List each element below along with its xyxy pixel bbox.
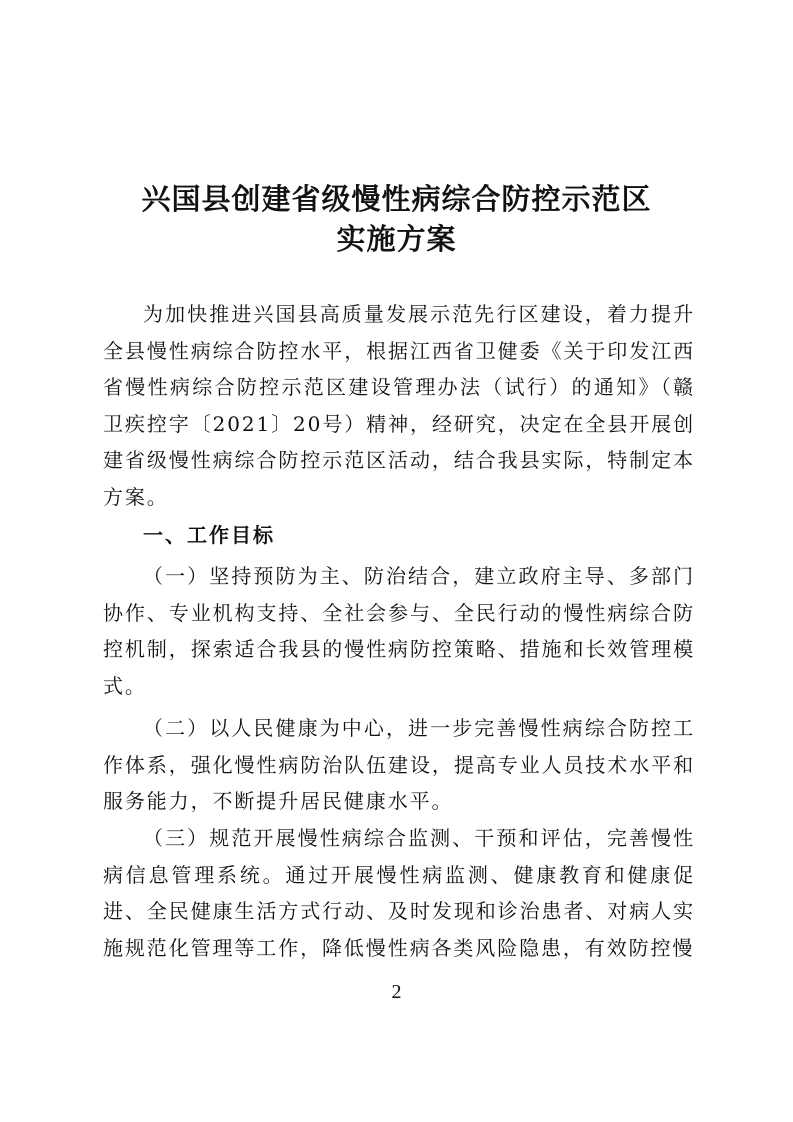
section-heading-goals: 一、工作目标 xyxy=(143,523,275,547)
page-number: 2 xyxy=(391,981,402,1003)
goal-item-3: （三）规范开展慢性病综合监测、干预和评估，完善慢性病信息管理系统。通过开展慢性病监测、健康教育和健康促进、全民健康生活方式行动、及时发现和诊治患者、对病人实施规范化管理等工作，降低慢性病各类风险隐患，有效防控慢 xyxy=(103,826,695,960)
goal-item-1: （一）坚持预防为主、防治结合，建立政府主导、多部门协作、专业机构支持、全社会参与、全民行动的慢性病综合防控机制，探索适合我县的慢性病防控策略、措施和长效管理模式。 xyxy=(103,564,695,698)
goal-item-2: （二）以人民健康为中心，进一步完善慢性病综合防控工作体系，强化慢性病防治队伍建设，提高专业人员技术水平和服务能力，不断提升居民健康水平。 xyxy=(103,716,695,813)
intro-paragraph: 为加快推进兴国县高质量发展示范先行区建设，着力提升全县慢性病综合防控水平，根据江西省卫健委《关于印发江西省慢性病综合防控示范区建设管理办法（试行）的通知》（赣卫疾控字〔2021〕20号）精神，经研究，决定在全县开展创建省级慢性病综合防控示范区活动，结合我县实际，特制定本方案。 xyxy=(103,302,695,509)
document-title-line1: 兴国县创建省级慢性病综合防控示范区 xyxy=(141,182,652,216)
document-title-line2: 实施方案 xyxy=(336,222,457,256)
